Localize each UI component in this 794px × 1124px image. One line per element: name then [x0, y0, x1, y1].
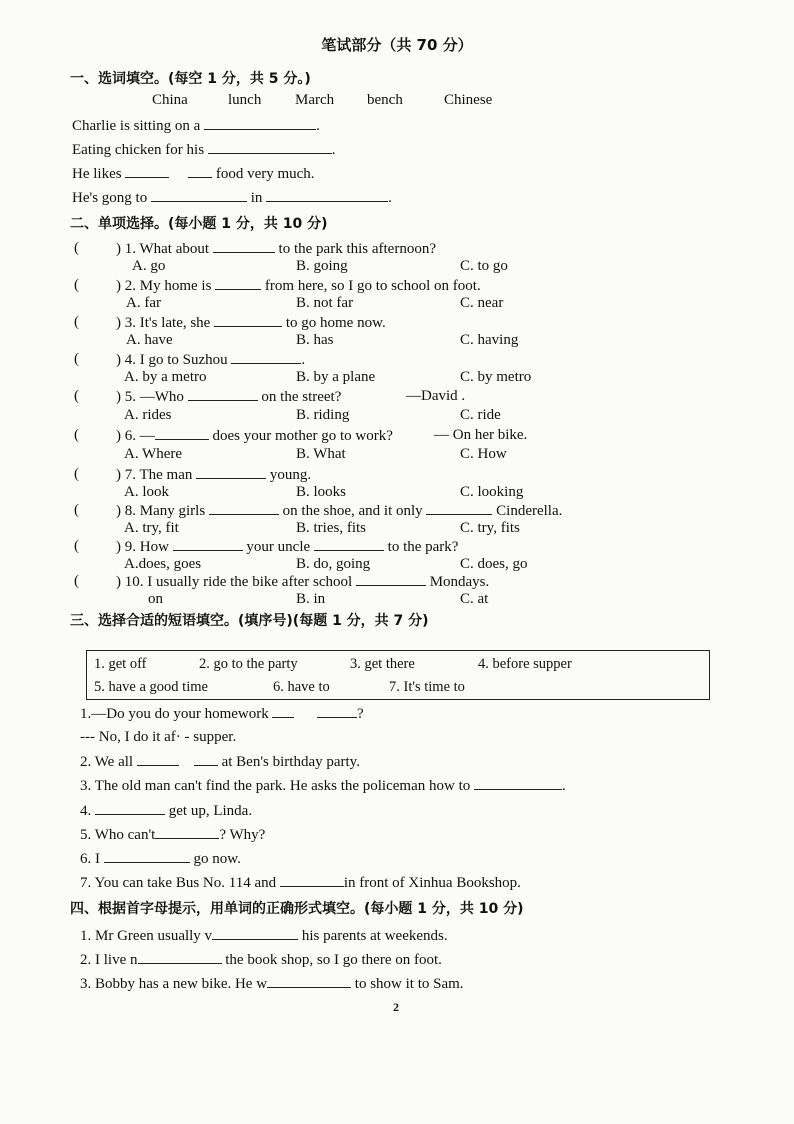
answer-blank[interactable] — [151, 189, 247, 202]
option-b[interactable]: B. going — [296, 258, 348, 274]
section1-heading: 一、选词填空。(每空 1 分，共 5 分。) — [70, 71, 311, 87]
option-b[interactable]: B. do, going — [296, 556, 371, 572]
option-b[interactable]: B. What — [296, 446, 346, 462]
option-a[interactable]: A. have — [126, 332, 173, 348]
answer-blank[interactable] — [314, 538, 384, 551]
section3-heading: 三、选择合适的短语填空。(填序号)(每题 1 分，共 7 分) — [70, 613, 429, 629]
fill-line: 3. Bobby has a new bike. He w to show it to Sam. — [80, 976, 464, 992]
answer-blank[interactable] — [209, 502, 279, 515]
option-c[interactable]: C. near — [460, 295, 504, 311]
option-a[interactable]: A. look — [124, 484, 169, 500]
option-c[interactable]: C. having — [460, 332, 519, 348]
answer-blank[interactable] — [214, 314, 282, 327]
option-a[interactable]: A. rides — [124, 407, 172, 423]
answer-blank[interactable] — [272, 705, 294, 718]
word-bank-item: March — [295, 92, 335, 108]
fill-line: 4. get up, Linda. — [80, 803, 253, 819]
fill-line: 6. I go now. — [80, 851, 241, 867]
option-a[interactable]: A. go — [132, 258, 166, 274]
option-a[interactable]: A. far — [126, 295, 161, 311]
phrase-item: 5. have a good time — [94, 679, 208, 695]
fill-line: 3. The old man can't find the park. He asks the policeman how to . — [80, 778, 566, 794]
answer-blank[interactable] — [194, 753, 218, 766]
fill-text: He likes — [72, 166, 122, 182]
question-line: ) 7. The man young. — [116, 467, 312, 483]
option-c[interactable]: C. at — [460, 591, 489, 607]
phrase-item: 7. It's time to — [389, 679, 465, 695]
answer-blank[interactable] — [212, 927, 298, 940]
option-b[interactable]: B. in — [296, 591, 326, 607]
answer-blank[interactable] — [155, 427, 209, 440]
answer-paren[interactable]: ( — [74, 314, 79, 330]
question-line: ) 8. Many girls on the shoe, and it only Cinderella. — [116, 503, 563, 519]
fill-line: 2. I live n the book shop, so I go there on foot. — [80, 952, 442, 968]
option-c[interactable]: C. How — [460, 446, 507, 462]
question-line: ) 5. —Who on the street? — [116, 389, 342, 405]
fill-line — [72, 189, 392, 207]
phrase-item: 3. get there — [350, 656, 415, 672]
option-c[interactable]: C. try, fits — [460, 520, 520, 536]
answer-paren[interactable]: ( — [74, 388, 79, 404]
fill-text: food very much. — [215, 166, 315, 182]
answer-blank[interactable] — [231, 351, 301, 364]
option-c[interactable]: C. by metro — [460, 369, 532, 385]
option-a[interactable]: on — [148, 591, 163, 607]
option-b[interactable]: B. not far — [296, 295, 354, 311]
answer-paren[interactable]: ( — [74, 502, 79, 518]
option-c[interactable]: C. to go — [460, 258, 508, 274]
question-line: ) 10. I usually ride the bike after school Mondays. — [116, 574, 490, 590]
page-number: 2 — [393, 1000, 399, 1014]
answer-blank[interactable] — [356, 573, 426, 586]
fill-text: . — [388, 190, 392, 206]
fill-text: . — [316, 118, 320, 134]
phrase-item: 4. before supper — [478, 656, 572, 672]
answer-blank[interactable] — [173, 538, 243, 551]
question-line: ) 3. It's late, she to go home now. — [116, 315, 386, 331]
fill-line: 2. We all at Ben's birthday party. — [80, 754, 360, 770]
phrase-item: 6. have to — [273, 679, 330, 695]
option-b[interactable]: B. riding — [296, 407, 350, 423]
word-bank-item: China — [152, 92, 188, 108]
option-b[interactable]: B. tries, fits — [296, 520, 366, 536]
fill-text: Charlie is sitting on a — [72, 118, 201, 134]
answer-blank[interactable] — [188, 388, 258, 401]
answer-text: —David . — [406, 388, 466, 404]
section2-heading: 二、单项选择。(每小题 1 分，共 10 分) — [70, 216, 328, 232]
option-a[interactable]: A.does, goes — [124, 556, 202, 572]
fill-line: 1.—Do you do your homework ? — [80, 706, 364, 722]
fill-line: 7. You can take Bus No. 114 and in front of Xinhua Bookshop. — [80, 875, 521, 891]
answer-blank[interactable] — [188, 165, 212, 178]
answer-blank[interactable] — [317, 705, 357, 718]
fill-line — [72, 117, 320, 135]
answer-blank[interactable] — [137, 753, 179, 766]
answer-blank[interactable] — [215, 277, 261, 290]
fill-text: in — [250, 190, 263, 206]
option-a[interactable]: A. by a metro — [124, 369, 207, 385]
answer-blank[interactable] — [95, 802, 165, 815]
option-b[interactable]: B. has — [296, 332, 334, 348]
section4-heading: 四、根据首字母提示，用单词的正确形式填空。(每小题 1 分，共 10 分) — [70, 901, 524, 917]
answer-blank[interactable] — [196, 466, 266, 479]
answer-text: — On her bike. — [434, 427, 528, 443]
answer-blank[interactable] — [125, 165, 169, 178]
answer-paren[interactable]: ( — [74, 466, 79, 482]
answer-blank[interactable] — [474, 777, 562, 790]
option-a[interactable]: A. try, fit — [124, 520, 179, 536]
phrase-item: 1. get off — [94, 656, 147, 672]
answer-blank[interactable] — [204, 117, 316, 130]
fill-line — [72, 141, 336, 159]
answer-paren[interactable]: ( — [74, 351, 79, 367]
question-line: ) 4. I go to Suzhou . — [116, 352, 306, 368]
phrase-box — [86, 650, 710, 700]
question-line: ) 2. My home is from here, so I go to school on foot. — [116, 278, 481, 294]
question-line: ) 6. — does your mother go to work? — [116, 428, 393, 444]
answer-blank[interactable] — [267, 975, 351, 988]
word-bank-item: bench — [367, 92, 403, 108]
fill-text: Eating chicken for his — [72, 142, 205, 158]
option-b[interactable]: B. looks — [296, 484, 347, 500]
answer-paren[interactable]: ( — [74, 427, 79, 443]
answer-blank[interactable] — [155, 826, 219, 839]
answer-paren[interactable]: ( — [74, 240, 79, 256]
option-c[interactable]: C. looking — [460, 484, 524, 500]
fill-text: He's gong to — [72, 190, 148, 206]
fill-line: 1. Mr Green usually v his parents at weekends. — [80, 928, 448, 944]
word-bank-item: Chinese — [444, 92, 493, 108]
option-b[interactable]: B. by a plane — [296, 369, 376, 385]
page-title: 笔试部分（共 70 分） — [321, 36, 473, 54]
question-line: ) 1. What about to the park this afternoon? — [116, 241, 436, 257]
option-c[interactable]: C. does, go — [460, 556, 528, 572]
answer-paren[interactable]: ( — [74, 538, 79, 554]
fill-line — [72, 165, 315, 183]
answer-blank[interactable] — [280, 874, 344, 887]
option-c[interactable]: C. ride — [460, 407, 501, 423]
question-line: ) 9. How your uncle to the park? — [116, 539, 459, 555]
answer-blank[interactable] — [208, 141, 332, 154]
phrase-item: 2. go to the party — [199, 656, 298, 672]
answer-blank[interactable] — [138, 951, 222, 964]
answer-paren[interactable]: ( — [74, 277, 79, 293]
fill-line: 5. Who can't ? Why? — [80, 827, 266, 843]
option-a[interactable]: A. Where — [124, 446, 183, 462]
answer-blank[interactable] — [104, 850, 190, 863]
word-bank-item: lunch — [228, 92, 262, 108]
answer-blank[interactable] — [213, 240, 275, 253]
answer-paren[interactable]: ( — [74, 573, 79, 589]
answer-blank[interactable] — [426, 502, 492, 515]
fill-line: --- No, I do it af· - supper. — [80, 729, 237, 745]
fill-text: . — [331, 142, 336, 158]
answer-blank[interactable] — [266, 189, 388, 202]
